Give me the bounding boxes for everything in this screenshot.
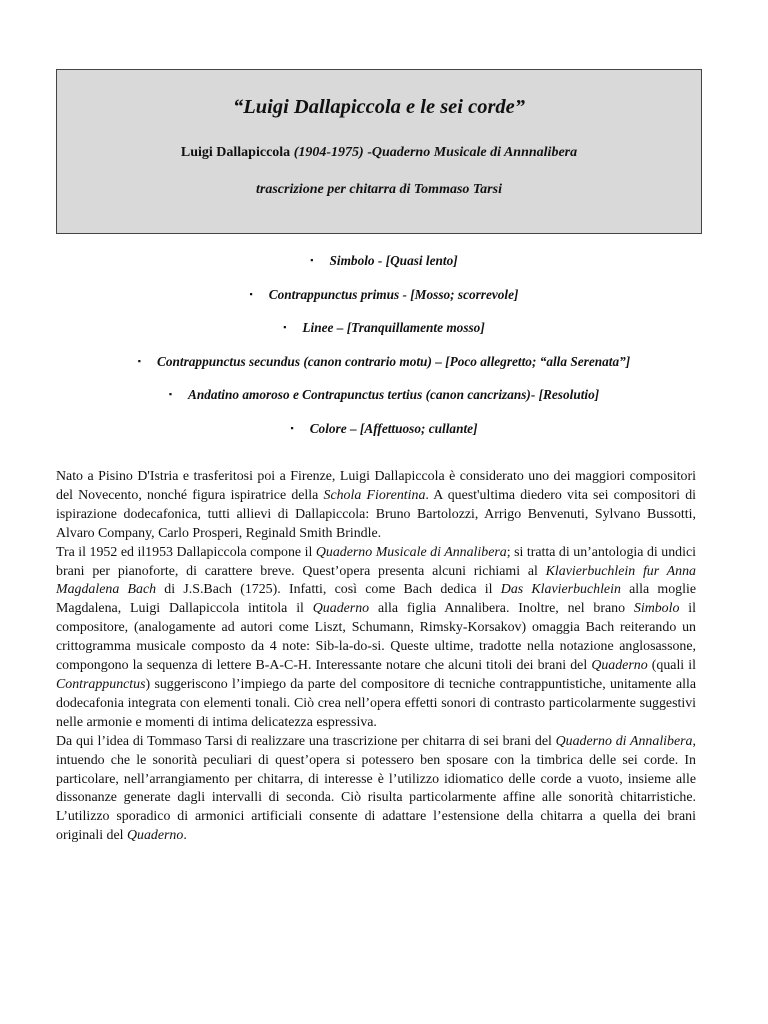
text-run: il compositore, (analogamente ad autori come Liszt, Schumann, Rimsky-Korsakov) omaggia Bach reiterando un crittogramma musicale composto da 4 note: Sib-la-do-si. Queste ultime, tradotte nella notazione anglosassone, compongono la sequenza di lettere B-A-C-H. Interessante notare che alcuni titoli dei brani del bbox=[56, 601, 696, 674]
text-run: alla moglie Magdalena, Luigi Dallapiccola intitola il bbox=[56, 582, 697, 617]
piece-title: Contrappunctus secundus (canon contrario motu) – [Poco allegretto; “alla Serenata”] bbox=[157, 353, 631, 369]
document-subtitle bbox=[57, 145, 701, 161]
list-item bbox=[56, 384, 712, 418]
italic-text: Quaderno bbox=[312, 601, 370, 617]
piece-title: Colore – [Affettuoso; cullante] bbox=[309, 420, 478, 436]
subtitle-separator: - bbox=[363, 145, 372, 160]
text-run: Tra il 1952 ed il1953 Dallapiccola compone il bbox=[56, 544, 316, 560]
pieces-list bbox=[56, 250, 712, 451]
bullet-icon: ▪ bbox=[168, 389, 173, 399]
text-run: Da qui l’idea di Tommaso Tarsi di realizzare una trascrizione per chitarra di sei brani del bbox=[56, 733, 556, 749]
bullet-icon: ▪ bbox=[137, 355, 141, 366]
bullet-icon: ▪ bbox=[283, 322, 287, 332]
paragraph bbox=[56, 544, 696, 733]
italic-text: Quaderno bbox=[591, 658, 648, 674]
italic-text: Simbolo bbox=[633, 601, 680, 617]
bullet-icon: ▪ bbox=[249, 288, 253, 299]
text-run: alla figlia Annalibera. Inoltre, nel brano bbox=[369, 601, 634, 617]
composer-name: Luigi Dallapiccola bbox=[180, 145, 291, 160]
body-text bbox=[56, 468, 696, 846]
piece-title: Andatino amoroso e Contrapunctus tertius (canon cancrizans)- [Resolutio] bbox=[188, 387, 600, 402]
document-title: “Luigi Dallapiccola e le sei corde” bbox=[232, 96, 526, 118]
piece-title: Linee – [Tranquillamente mosso] bbox=[302, 320, 485, 335]
list-item bbox=[56, 317, 712, 351]
bullet-icon: ▪ bbox=[310, 255, 314, 265]
paragraph bbox=[56, 468, 696, 544]
paragraph bbox=[56, 733, 696, 846]
text-run: ) suggeriscono l’impiego da parte del compositore di tecniche contrappuntistiche, unitamente alla dodecafonia integrata con elementi tonali. Ciò crea nell’opera effetti sonori di contrasto particolarmente suggestivi nelle armonie e momenti di intima delicatezza espressiva. bbox=[56, 676, 696, 730]
piece-title: Contrappunctus primus - [Mosso; scorrevole] bbox=[268, 286, 519, 302]
italic-text: Schola Fiorentina bbox=[323, 487, 426, 503]
italic-text: Das Klavierbuchlein bbox=[500, 582, 621, 598]
text-run: , intuendo che le sonorità peculiari di quest’opera si potessero ben sposare con la timbrica delle sei corde. In particolare, nell’arrangiamento per chitarra, di interesse è l’utilizzo idiomatico delle corde a vuoto, insieme alle dissonanze generate dagli intervalli di seconda. Ciò risulta particolarmente affine alle sonorità chitarristiche. L’utilizzo sporadico di armonici artificiali consente di adattare l’estensione della chitarra a quella dei brani originali del bbox=[56, 733, 696, 844]
text-run: ; si tratta di un’antologia di undici brani per pianoforte, di carattere breve. Quest’opera presenta alcuni richiami al bbox=[56, 544, 697, 579]
text-run: . A quest'ultima diedero vita sei compositori di ispirazione dodecafonica, tutti allievi di Dallapiccola: Bruno Bartolozzi, Arrigo Benvenuti, Sylvano Bussotti, Alvaro Company, Carlo Prosperi, Reginald Smith Brindle. bbox=[56, 487, 696, 541]
list-item bbox=[56, 250, 712, 284]
text-run: . bbox=[183, 828, 187, 844]
text-run: (quali il bbox=[647, 658, 696, 674]
composer-dates: (1904-1975) bbox=[293, 145, 364, 160]
italic-text: Contrappunctus bbox=[56, 676, 146, 692]
list-item bbox=[56, 418, 712, 452]
list-item bbox=[56, 284, 712, 318]
italic-text: Klavierbuchlein fur Anna Magdalena Bach bbox=[56, 563, 696, 598]
text-run: di J.S.Bach (1725). Infatti, così come Bach dedica il bbox=[156, 582, 501, 598]
italic-text: Quaderno di Annalibera bbox=[555, 733, 693, 749]
text-run: Nato a Pisino D'Istria e trasferitosi poi a Firenze, Luigi Dallapiccola è considerato uno dei maggiori compositori del Novecento, nonché figura ispiratrice della bbox=[56, 469, 696, 503]
italic-text: Quaderno bbox=[126, 828, 184, 844]
transcription-credit: trascrizione per chitarra di Tommaso Tarsi bbox=[256, 182, 502, 197]
work-title: Quaderno Musicale di Annnalibera bbox=[371, 145, 578, 160]
piece-title: Simbolo - [Quasi lento] bbox=[329, 253, 458, 268]
list-item bbox=[56, 351, 712, 385]
bullet-icon: ▪ bbox=[290, 422, 294, 433]
italic-text: Quaderno Musicale di Annalibera bbox=[315, 544, 507, 560]
title-box bbox=[56, 69, 702, 234]
